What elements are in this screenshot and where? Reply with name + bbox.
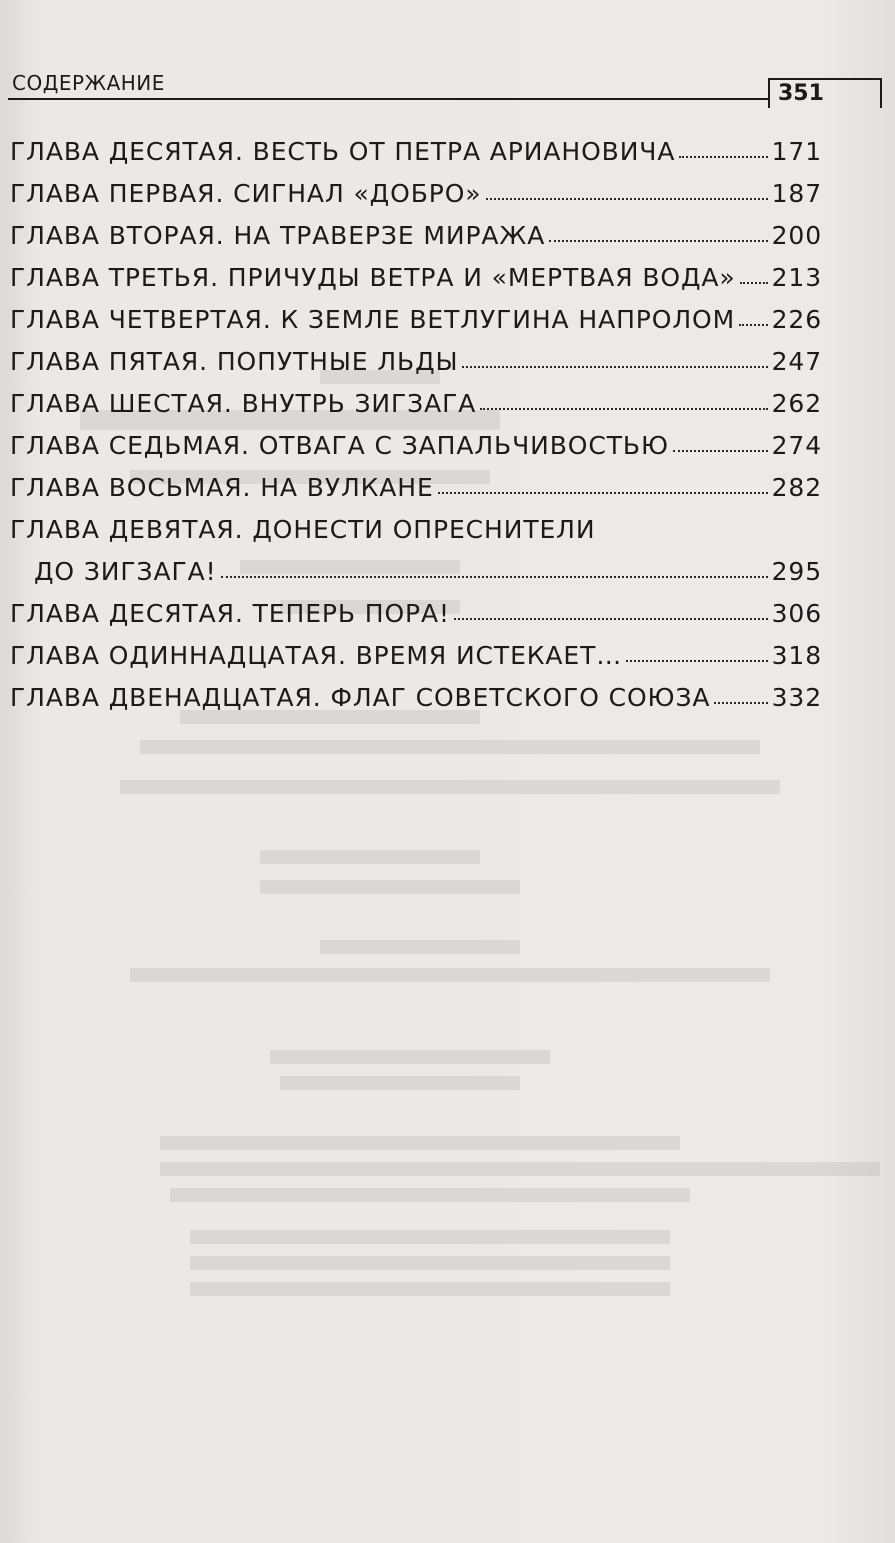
header-rule (8, 98, 768, 100)
toc-entry-continuation (10, 551, 822, 593)
toc-entry-page: 274 (771, 431, 822, 460)
toc-entry-title: ГЛАВА СЕДЬМАЯ. ОТВАГА С ЗАПАЛЬЧИВОСТЬЮ (10, 431, 669, 460)
toc-entry (10, 677, 822, 719)
toc-entry (10, 467, 822, 509)
toc-leader-dots (486, 176, 768, 200)
toc-entry-page: 332 (771, 683, 822, 712)
toc-leader-dots (549, 218, 767, 242)
toc-entry (10, 509, 822, 551)
toc-entry (10, 173, 822, 215)
toc-entry (10, 257, 822, 299)
toc-entry-title: ГЛАВА ТРЕТЬЯ. ПРИЧУДЫ ВЕТРА И «МЕРТВАЯ ВОДА» (10, 263, 736, 292)
toc-leader-dots (221, 554, 768, 578)
toc-entry-title: ГЛАВА ПЯТАЯ. ПОПУТНЫЕ ЛЬДЫ (10, 347, 459, 376)
toc-entry-page: 187 (771, 179, 822, 208)
toc-entry (10, 299, 822, 341)
toc-entry-title: ГЛАВА ДВЕНАДЦАТАЯ. ФЛАГ СОВЕТСКОГО СОЮЗА (10, 683, 711, 712)
toc-entry (10, 341, 822, 383)
toc-leader-dots (739, 302, 767, 326)
toc-entry (10, 635, 822, 677)
toc-entry (10, 425, 822, 467)
toc-entry-title: ГЛАВА ОДИННАДЦАТАЯ. ВРЕМЯ ИСТЕКАЕТ… (10, 641, 623, 670)
running-header (8, 60, 884, 108)
page-number: 351 (778, 81, 824, 106)
toc-entry-page: 247 (771, 347, 822, 376)
toc-leader-dots (438, 470, 768, 494)
toc-entry-page: 318 (771, 641, 822, 670)
toc-entry (10, 215, 822, 257)
toc-entry-title: ГЛАВА ВТОРАЯ. НА ТРАВЕРЗЕ МИРАЖА (10, 221, 546, 250)
toc-entry-title: ГЛАВА ЧЕТВЕРТАЯ. К ЗЕМЛЕ ВЕТЛУГИНА НАПРОЛОМ (10, 305, 736, 334)
toc-leader-dots (462, 344, 767, 368)
toc-entry-page: 200 (771, 221, 822, 250)
toc-leader-dots (679, 134, 767, 158)
toc-entry-title: ГЛАВА ШЕСТАЯ. ВНУТРЬ ЗИГЗАГА (10, 389, 477, 418)
toc-entry-page: 226 (771, 305, 822, 334)
toc-entry-title-continuation: ДО ЗИГЗАГА! (34, 557, 217, 586)
toc-entry (10, 593, 822, 635)
toc-entry-page: 213 (771, 263, 822, 292)
toc-leader-dots (740, 260, 768, 284)
toc-entry-page: 295 (771, 557, 822, 586)
toc-leader-dots (454, 596, 768, 620)
toc-entry-page: 262 (771, 389, 822, 418)
table-of-contents (10, 131, 822, 719)
toc-entry-title: ГЛАВА ПЕРВАЯ. СИГНАЛ «ДОБРО» (10, 179, 482, 208)
toc-leader-dots (626, 638, 767, 662)
toc-leader-dots (480, 386, 767, 410)
toc-entry-page: 282 (771, 473, 822, 502)
toc-entry-page: 171 (771, 137, 822, 166)
toc-entry (10, 383, 822, 425)
toc-entry-page: 306 (771, 599, 822, 628)
page-number-box (768, 78, 882, 108)
toc-leader-dots (714, 680, 767, 704)
header-title: СОДЕРЖАНИЕ (12, 71, 165, 95)
toc-entry-title: ГЛАВА ВОСЬМАЯ. НА ВУЛКАНЕ (10, 473, 434, 502)
toc-leader-dots (673, 428, 768, 452)
toc-entry (10, 131, 822, 173)
toc-entry-title: ГЛАВА ДЕСЯТАЯ. ТЕПЕРЬ ПОРА! (10, 599, 450, 628)
toc-entry-title: ГЛАВА ДЕВЯТАЯ. ДОНЕСТИ ОПРЕСНИТЕЛИ (10, 515, 596, 544)
toc-entry-title: ГЛАВА ДЕСЯТАЯ. ВЕСТЬ ОТ ПЕТРА АРИАНОВИЧА (10, 137, 676, 166)
